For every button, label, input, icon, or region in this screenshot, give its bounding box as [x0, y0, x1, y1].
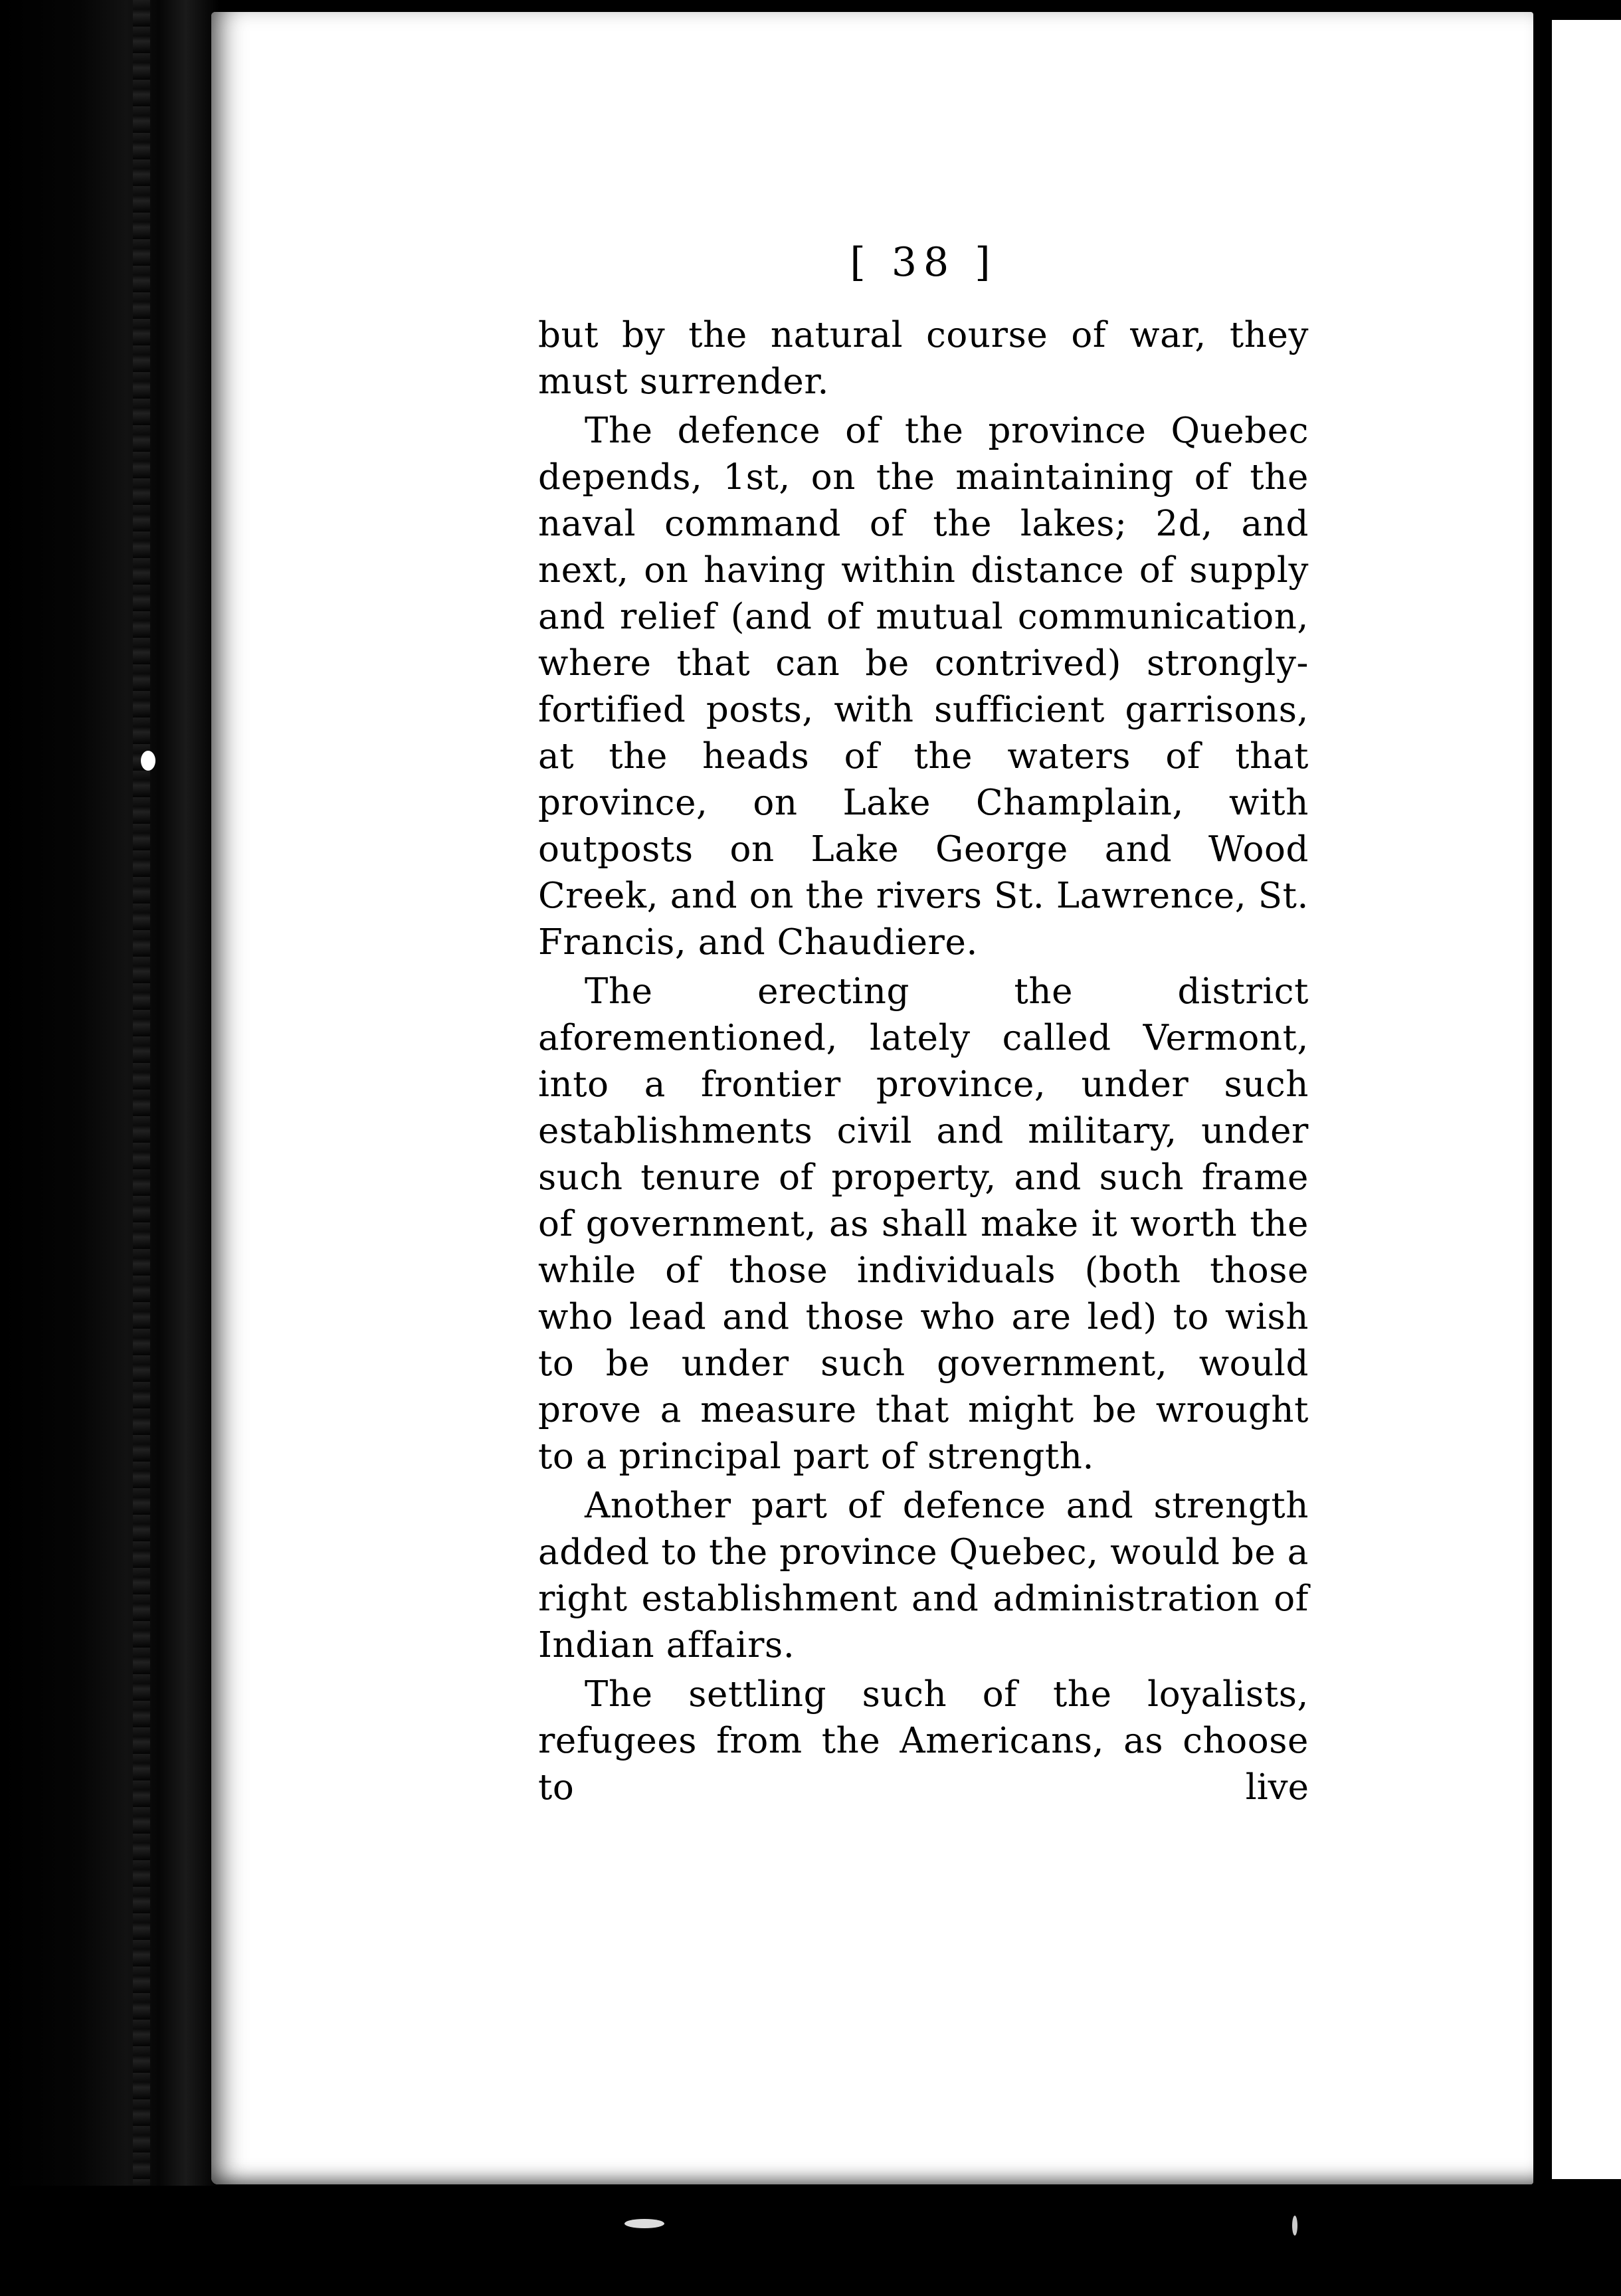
paragraph-2: The defence of the province Quebec depends, 1st, on the maintaining of the naval command of the lakes; 2d, and next, on having within distance of supply and relief (and of mutual communication, where that can be contrived) strongly-fortified posts, with sufficient garrisons, at the heads of the waters of that province, on Lake Champlain, with outposts on Lake George and Wood Creek, and on the rivers St. Lawrence, St. Francis, and Chaudiere.: [538, 411, 1309, 963]
paragraph-5: The settling such of the loyalists, refugees from the Americans, as choose to: [538, 1674, 1309, 1808]
ink-speck: [1292, 2216, 1297, 2236]
facing-page-edge: [1543, 20, 1621, 2179]
catchword: live: [1245, 1767, 1309, 1808]
body-text: [538, 312, 1309, 1811]
ink-speck: [624, 2219, 664, 2228]
paragraph-4: Another part of defence and strength added to the province Quebec, would be a right establishment and administration of Indian affairs.: [538, 1485, 1309, 1666]
book-binding: [0, 0, 219, 2296]
scan-bottom-margin: [0, 2186, 1621, 2296]
binding-edge: [133, 0, 150, 2296]
paragraph-1: but by the natural course of war, they must surrender.: [538, 315, 1309, 402]
page-number: [ 38 ]: [850, 239, 997, 286]
paragraph-3: The erecting the district aforementioned, lately called Vermont, into a frontier province, under such establishments civil and military, under such tenure of property, and such frame of government, as shall make it worth the while of those individuals (both those who lead and those who are led) to wish to be under such government, would prove a measure that might be wrought to a principal part of strength.: [538, 971, 1309, 1477]
ink-speck: [141, 751, 155, 771]
